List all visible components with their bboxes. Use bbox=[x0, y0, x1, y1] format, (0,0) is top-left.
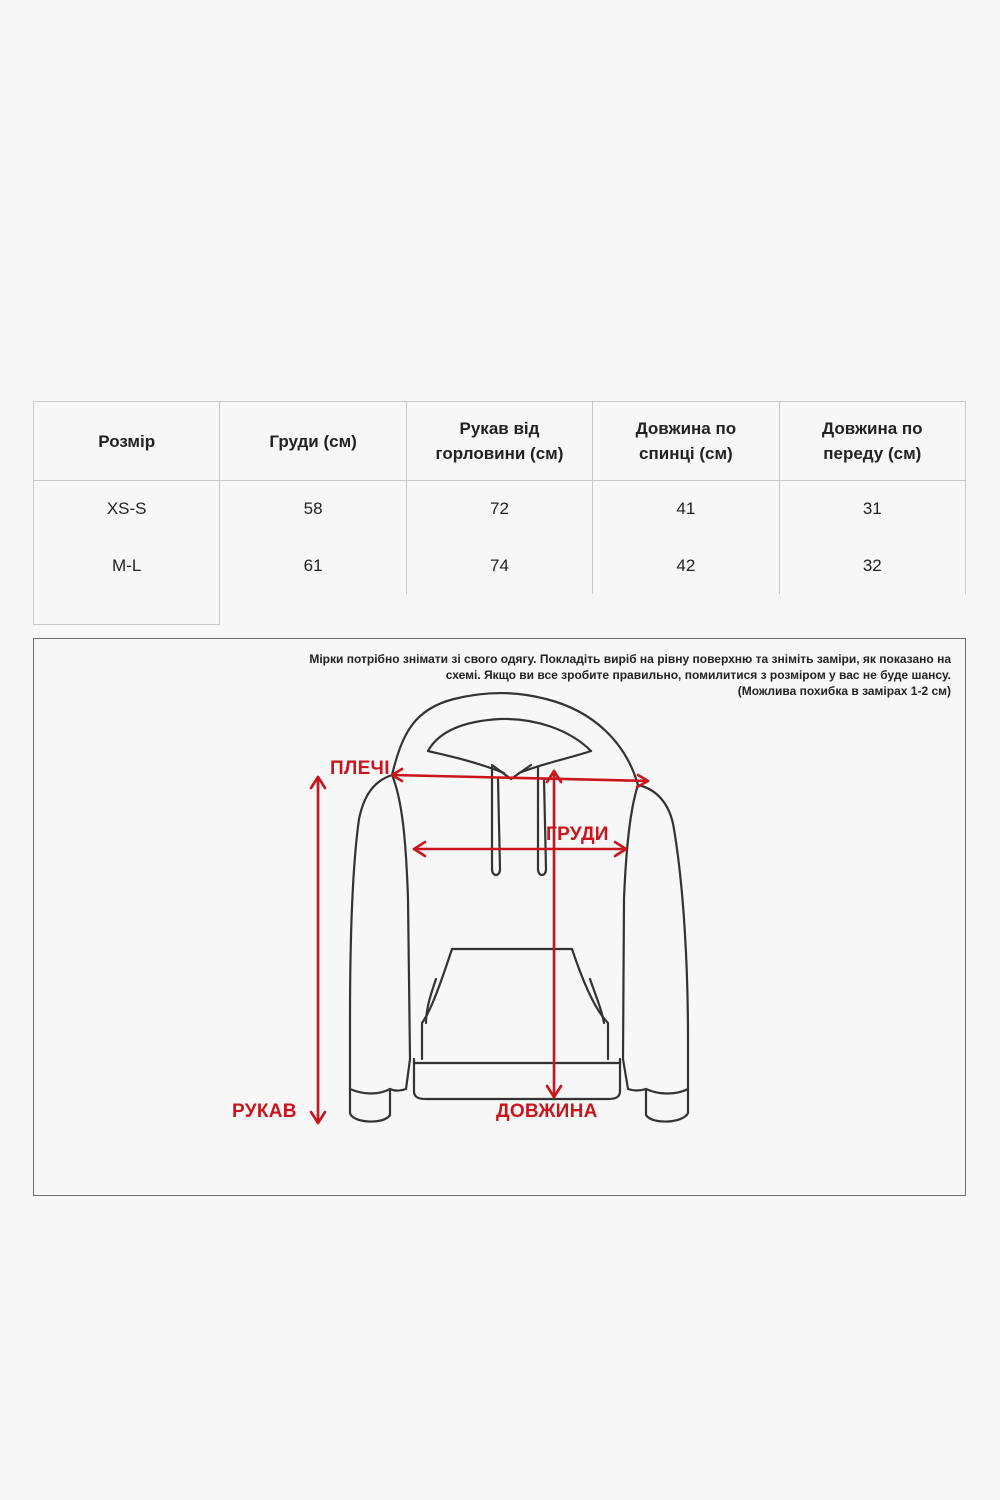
cell-chest: 58 bbox=[220, 481, 406, 538]
header-front-length: Довжина по переду (см) bbox=[779, 402, 965, 481]
header-back-length: Довжина по спинці (см) bbox=[593, 402, 779, 481]
size-table bbox=[33, 401, 966, 625]
cell-back-length: 41 bbox=[593, 481, 779, 538]
note-line: схемі. Якщо ви все зробите правильно, помилитися з розміром у вас не буде шансу. bbox=[445, 668, 951, 682]
header-sleeve: Рукав від горловини (см) bbox=[406, 402, 592, 481]
table-row bbox=[34, 481, 966, 538]
header-size: Розмір bbox=[34, 402, 220, 481]
label-sleeve: РУКАВ bbox=[232, 1101, 297, 1122]
cell-sleeve: 72 bbox=[406, 481, 592, 538]
note-line: Мірки потрібно знімати зі свого одягу. Покладіть виріб на рівну поверхню та зніміть заміри, як показано на bbox=[309, 652, 951, 666]
cell-back-length: 42 bbox=[593, 537, 779, 594]
note-line: (Можлива похибка в замірах 1-2 см) bbox=[737, 684, 951, 698]
label-shoulders: ПЛЕЧІ bbox=[330, 758, 390, 779]
table-row bbox=[34, 537, 966, 594]
header-chest: Груди (см) bbox=[220, 402, 406, 481]
measurement-arrows bbox=[311, 769, 648, 1123]
table-spacer-row bbox=[34, 594, 966, 625]
cell-size: XS-S bbox=[34, 481, 220, 538]
label-length: ДОВЖИНА bbox=[496, 1101, 598, 1122]
hoodie-outline-icon bbox=[350, 693, 688, 1122]
cell-size: M-L bbox=[34, 537, 220, 594]
cell-front-length: 32 bbox=[779, 537, 965, 594]
cell-chest: 61 bbox=[220, 537, 406, 594]
table-header-row bbox=[34, 402, 966, 481]
measurement-guide bbox=[33, 638, 966, 1196]
cell-sleeve: 74 bbox=[406, 537, 592, 594]
cell-front-length: 31 bbox=[779, 481, 965, 538]
label-chest: ГРУДИ bbox=[546, 824, 609, 845]
